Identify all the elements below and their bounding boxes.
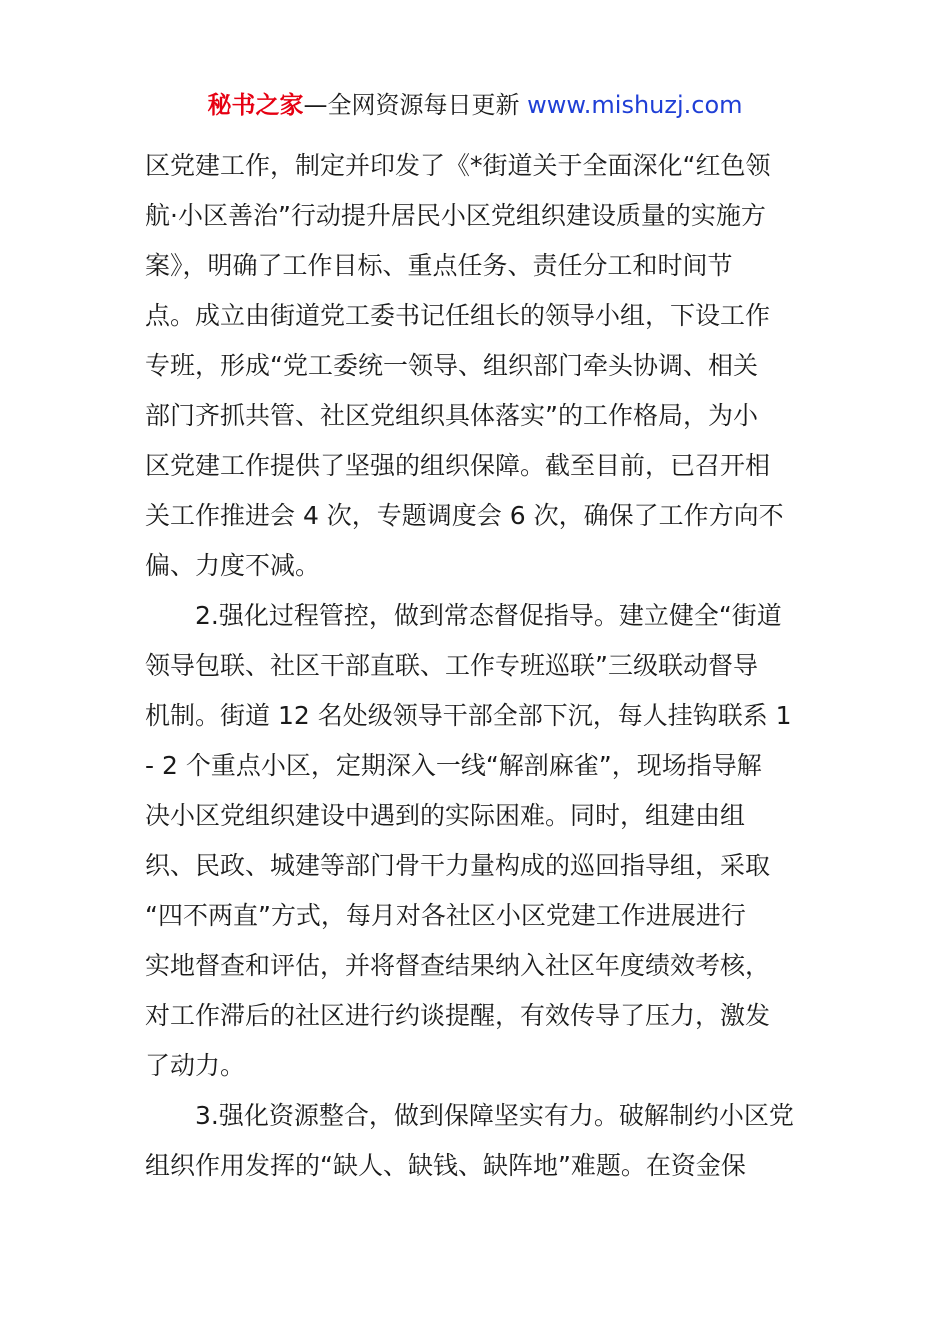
website-link[interactable]: www.mishuzj.com xyxy=(527,91,743,119)
text-line: 部门齐抓共管、社区党组织具体落实”的工作格局，为小 xyxy=(145,401,758,430)
text-line: “四不两直”方式，每月对各社区小区党建工作进展进行 xyxy=(145,901,746,930)
text-line: 组织作用发挥的“缺人、缺钱、缺阵地”难题。在资金保 xyxy=(145,1151,746,1180)
document-body xyxy=(145,141,810,1191)
text-line: 决小区党组织建设中遇到的实际困难。同时，组建由组 xyxy=(145,801,746,830)
text-line: 航·小区善治”行动提升居民小区党组织建设质量的实施方 xyxy=(145,201,766,230)
text-line: 对工作滞后的社区进行约谈提醒，有效传导了压力，激发 xyxy=(145,1001,771,1030)
text-line: 专班，形成“党工委统一领导、组织部门牵头协调、相关 xyxy=(145,351,758,380)
text-line: 偏、力度不减。 xyxy=(145,551,321,580)
paragraph-2-first-line: 2.强化过程管控，做到常态督促指导。建立健全“街道 xyxy=(145,601,782,630)
text-line: 实地督查和评估，并将督查结果纳入社区年度绩效考核， xyxy=(145,951,771,980)
text-line: 关工作推进会 4 次，专题调度会 6 次，确保了工作方向不 xyxy=(145,501,784,530)
text-line: 区党建工作，制定并印发了《*街道关于全面深化“红色领 xyxy=(145,151,771,180)
text-line: 点。成立由街道党工委书记任组长的领导小组，下设工作 xyxy=(145,301,771,330)
page-header xyxy=(0,88,950,122)
text-line: 区党建工作提供了坚强的组织保障。截至目前，已召开相 xyxy=(145,451,771,480)
text-line: 织、民政、城建等部门骨干力量构成的巡回指导组，采取 xyxy=(145,851,771,880)
header-tagline: —全网资源每日更新 xyxy=(303,91,528,119)
text-line: 领导包联、社区干部直联、工作专班巡联”三级联动督导 xyxy=(145,651,758,680)
text-line: 机制。街道 12 名处级领导干部全部下沉，每人挂钩联系 1 xyxy=(145,701,792,730)
text-line: 了动力。 xyxy=(145,1051,246,1080)
text-line: - 2 个重点小区，定期深入一线“解剖麻雀”，现场指导解 xyxy=(145,751,762,780)
text-line: 案》，明确了工作目标、重点任务、责任分工和时间节 xyxy=(145,251,733,280)
brand-name: 秘书之家 xyxy=(207,91,304,119)
paragraph-3-first-line: 3.强化资源整合，做到保障坚实有力。破解制约小区党 xyxy=(145,1101,794,1130)
